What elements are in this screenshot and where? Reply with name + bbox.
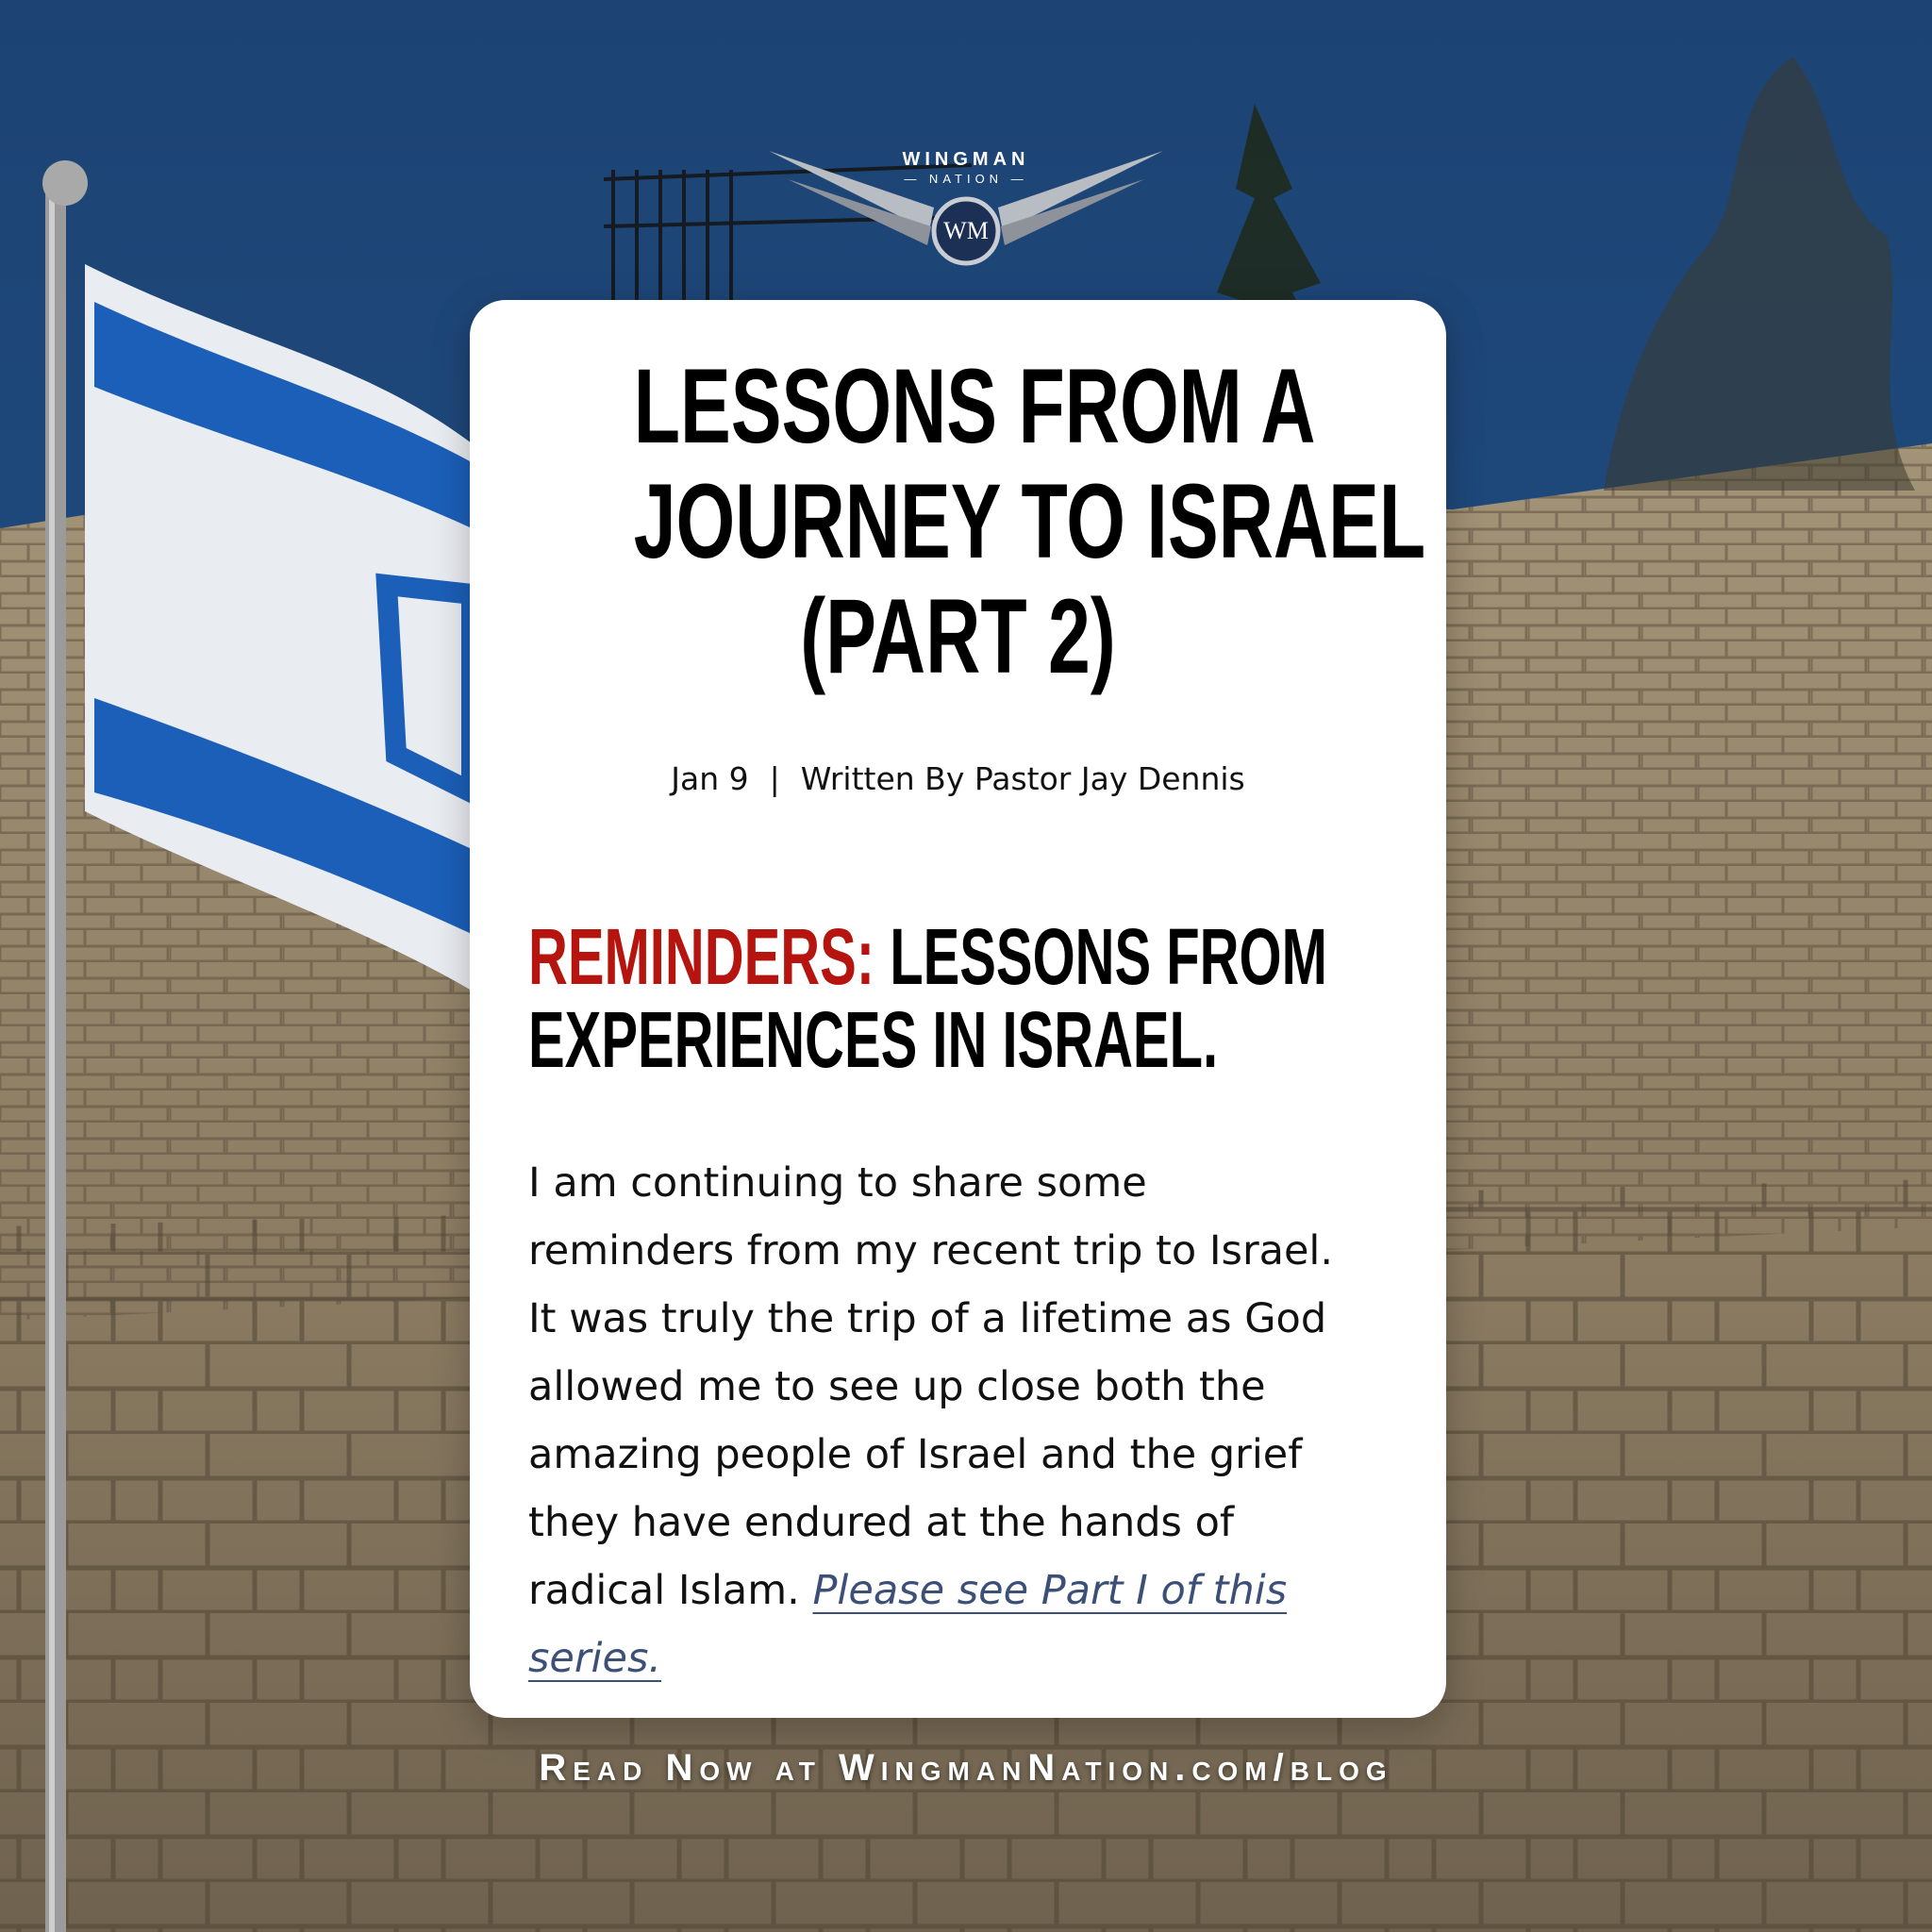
logo-monogram: WM bbox=[943, 217, 989, 244]
post-date: Jan 9 bbox=[671, 760, 749, 797]
post-title-line: (PART 2) bbox=[800, 577, 1116, 695]
read-now-cta: Read Now at WingmanNation.com/blog bbox=[539, 1747, 1393, 1789]
post-title-line: JOURNEY TO ISRAEL bbox=[633, 462, 1426, 580]
wingman-nation-logo bbox=[769, 142, 1163, 274]
heading-text: EXPERIENCES IN ISRAEL. bbox=[528, 995, 1219, 1084]
excerpt-line: allowed me to see up close both the bbox=[528, 1363, 1266, 1410]
excerpt-text: radical Islam. bbox=[528, 1567, 800, 1614]
excerpt-line: It was truly the trip of a lifetime as God bbox=[528, 1295, 1327, 1342]
meta-separator: | bbox=[769, 760, 780, 797]
post-card bbox=[470, 300, 1446, 1718]
part-one-link[interactable]: Please see Part I of this bbox=[812, 1567, 1288, 1614]
post-meta bbox=[470, 760, 1446, 797]
post-byline: Written By Pastor Jay Dennis bbox=[800, 760, 1245, 797]
section-heading bbox=[528, 912, 1407, 1084]
logo-wordmark: WINGMAN bbox=[902, 149, 1030, 170]
post-excerpt bbox=[528, 1149, 1424, 1692]
excerpt-line: I am continuing to share some bbox=[528, 1159, 1147, 1207]
part-one-link-continued[interactable]: series. bbox=[528, 1635, 662, 1682]
excerpt-line: reminders from my recent trip to Israel. bbox=[528, 1227, 1334, 1274]
post-title bbox=[633, 347, 1426, 695]
excerpt-line: amazing people of Israel and the grief bbox=[528, 1431, 1303, 1478]
heading-text: LESSONS FROM bbox=[890, 912, 1327, 1001]
excerpt-line bbox=[528, 1624, 1424, 1692]
heading-highlight: REMINDERS: bbox=[528, 912, 875, 1001]
excerpt-line: they have endured at the hands of bbox=[528, 1499, 1235, 1546]
logo-subtitle: — NATION — bbox=[904, 172, 1028, 186]
post-title-line: LESSONS FROM A bbox=[633, 347, 1316, 465]
excerpt-line bbox=[528, 1557, 1424, 1624]
